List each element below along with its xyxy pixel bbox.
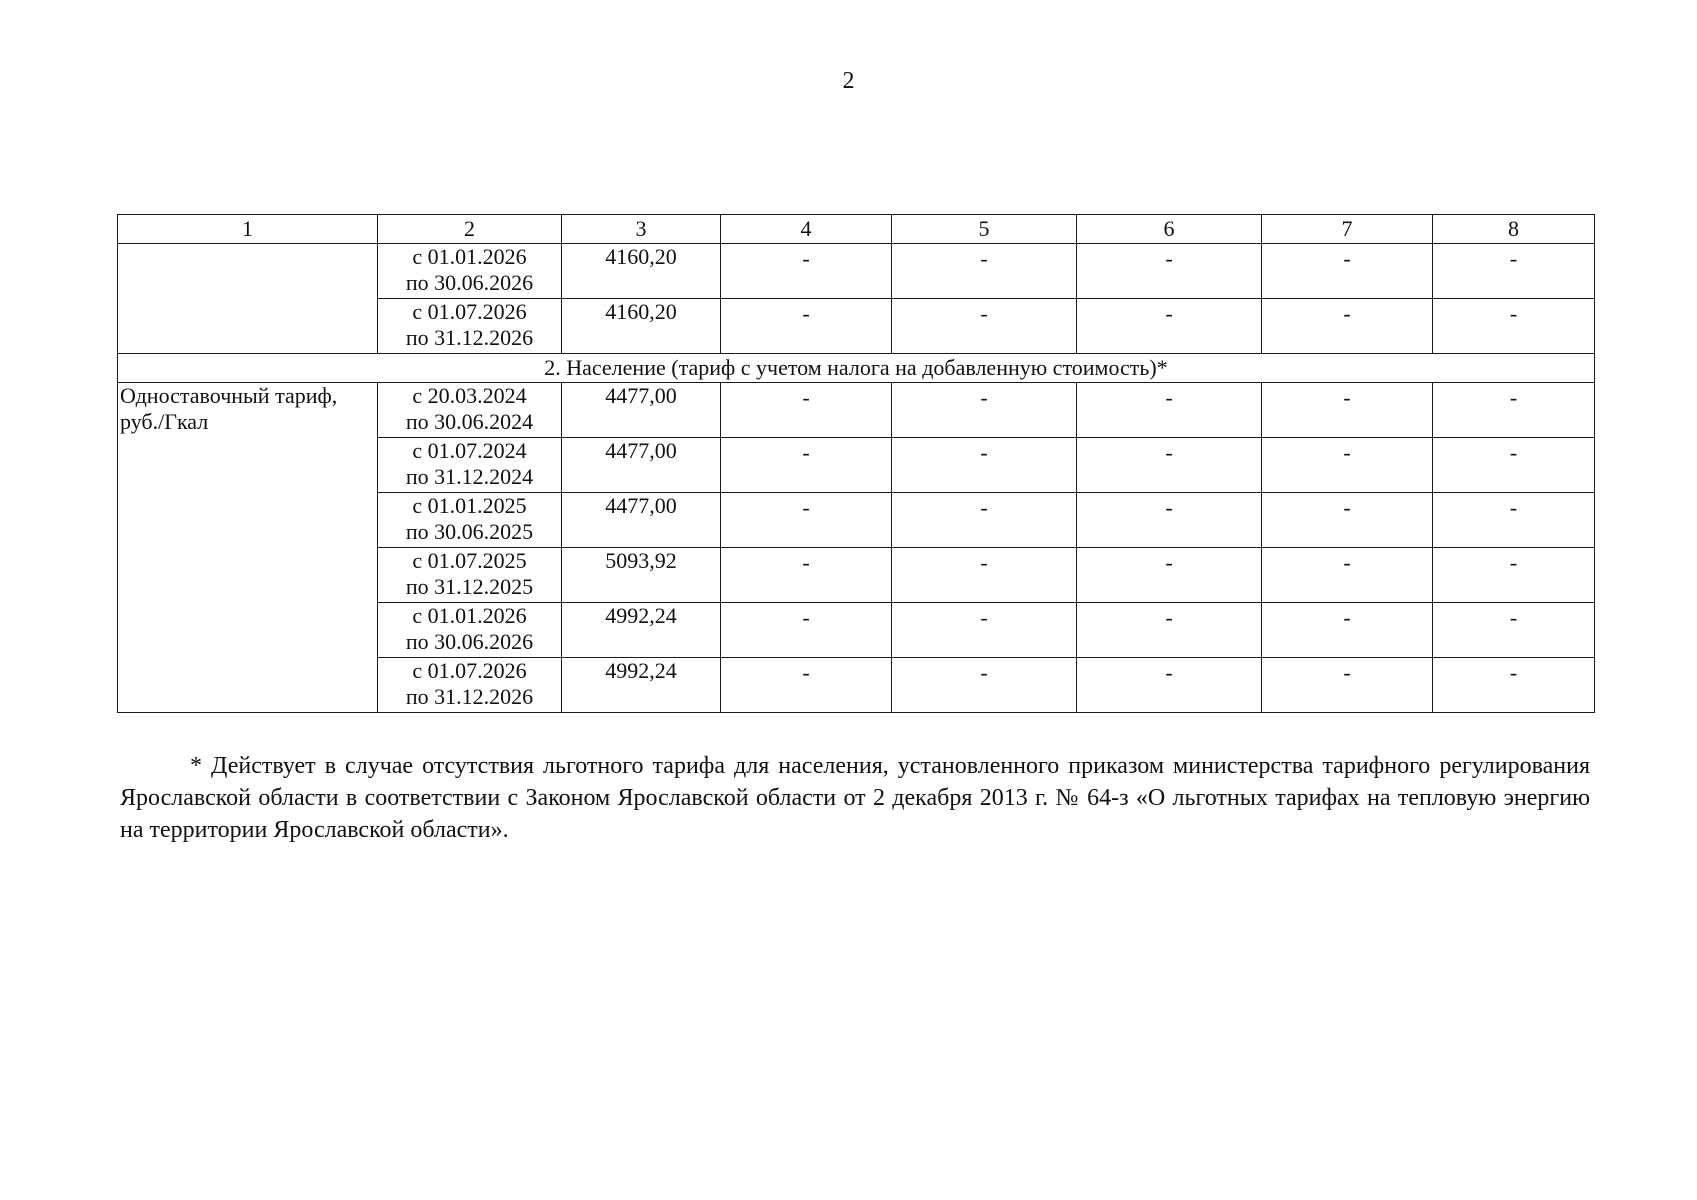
period-to: по 30.06.2025 [405, 519, 534, 544]
header-cell: 2 [378, 215, 562, 244]
dash-cell: - [721, 658, 892, 713]
dash-cell: - [892, 548, 1077, 603]
dash-cell: - [892, 658, 1077, 713]
section-title: 2. Население (тариф с учетом налога на добавленную стоимость)* [118, 354, 1595, 383]
dash-cell: - [1433, 658, 1595, 713]
period-from: с 01.01.2026 [412, 603, 527, 628]
dash-cell: - [1433, 383, 1595, 438]
tariff-value: 4160,20 [562, 244, 721, 299]
header-cell: 3 [562, 215, 721, 244]
period-cell [378, 383, 562, 438]
dash-cell: - [1077, 438, 1262, 493]
footnote: * Действует в случае отсутствия льготного тарифа для населения, установленного приказом министерства тарифного регулирования Ярославской области в соответствии с Законом Ярославской области от 2 декабря 2013 г. № 64-з «О льготных тарифах на тепловую энергию на территории Ярославской области». [120, 753, 1590, 843]
period-from: с 01.07.2026 [412, 299, 527, 324]
period-cell [378, 244, 562, 299]
dash-cell: - [892, 244, 1077, 299]
tariff-value: 4160,20 [562, 299, 721, 354]
dash-cell: - [721, 548, 892, 603]
header-cell: 7 [1262, 215, 1433, 244]
dash-cell: - [1077, 548, 1262, 603]
dash-cell: - [1077, 244, 1262, 299]
dash-cell: - [1433, 244, 1595, 299]
period-cell [378, 548, 562, 603]
header-cell: 5 [892, 215, 1077, 244]
tariff-value: 4477,00 [562, 493, 721, 548]
dash-cell: - [892, 438, 1077, 493]
dash-cell: - [721, 244, 892, 299]
period-from: с 01.07.2024 [412, 438, 527, 463]
dash-cell: - [1077, 493, 1262, 548]
period-cell [378, 493, 562, 548]
dash-cell: - [892, 493, 1077, 548]
header-cell: 8 [1433, 215, 1595, 244]
period-from: с 01.07.2025 [412, 548, 527, 573]
period-from: с 01.07.2026 [412, 658, 527, 683]
dash-cell: - [1262, 493, 1433, 548]
table-row [118, 383, 1595, 438]
dash-cell: - [1433, 299, 1595, 354]
dash-cell: - [892, 299, 1077, 354]
period-cell [378, 603, 562, 658]
period-to: по 31.12.2024 [405, 464, 534, 489]
dash-cell: - [1262, 383, 1433, 438]
period-to: по 31.12.2026 [405, 684, 534, 709]
period-cell [378, 438, 562, 493]
section-heading-row [118, 354, 1595, 383]
tariff-value: 5093,92 [562, 548, 721, 603]
header-cell: 1 [118, 215, 378, 244]
tariff-value: 4477,00 [562, 383, 721, 438]
tariff-value: 4992,24 [562, 658, 721, 713]
dash-cell: - [1077, 383, 1262, 438]
period-cell [378, 299, 562, 354]
dash-cell: - [1433, 438, 1595, 493]
dash-cell: - [1262, 548, 1433, 603]
dash-cell: - [1262, 658, 1433, 713]
page-number: 2 [842, 68, 855, 94]
dash-cell: - [721, 493, 892, 548]
period-to: по 30.06.2026 [405, 629, 534, 654]
dash-cell: - [1433, 548, 1595, 603]
dash-cell: - [721, 603, 892, 658]
period-from: с 01.01.2026 [412, 244, 527, 269]
dash-cell: - [1077, 299, 1262, 354]
dash-cell: - [892, 603, 1077, 658]
period-to: по 31.12.2025 [405, 574, 534, 599]
dash-cell: - [1262, 438, 1433, 493]
tariff-table [117, 214, 1595, 713]
dash-cell: - [1077, 603, 1262, 658]
tariff-name: Одноставочный тариф, руб./Гкал [118, 383, 378, 713]
dash-cell: - [892, 383, 1077, 438]
period-to: по 31.12.2026 [405, 325, 534, 350]
dash-cell: - [1262, 299, 1433, 354]
period-to: по 30.06.2026 [405, 270, 534, 295]
period-from: с 20.03.2024 [412, 383, 527, 408]
dash-cell: - [1433, 493, 1595, 548]
period-from: с 01.01.2025 [412, 493, 527, 518]
table-header-row [118, 215, 1595, 244]
dash-cell: - [1077, 658, 1262, 713]
dash-cell: - [1262, 244, 1433, 299]
table-row [118, 244, 1595, 299]
dash-cell: - [721, 299, 892, 354]
dash-cell: - [721, 438, 892, 493]
dash-cell: - [721, 383, 892, 438]
dash-cell: - [1262, 603, 1433, 658]
empty-name-cell [118, 244, 378, 354]
dash-cell: - [1433, 603, 1595, 658]
tariff-value: 4477,00 [562, 438, 721, 493]
header-cell: 4 [721, 215, 892, 244]
tariff-value: 4992,24 [562, 603, 721, 658]
period-cell [378, 658, 562, 713]
header-cell: 6 [1077, 215, 1262, 244]
period-to: по 30.06.2024 [405, 409, 534, 434]
